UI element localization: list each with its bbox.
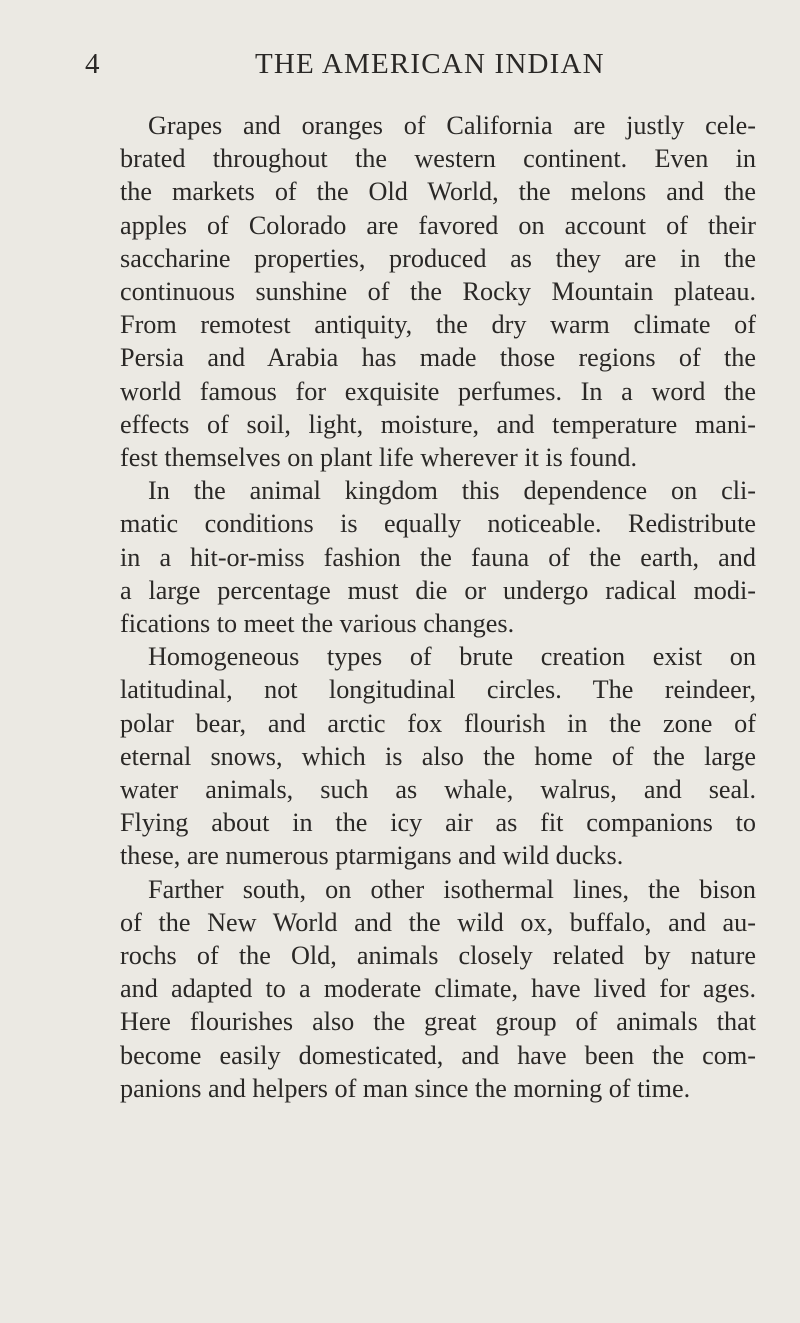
text-line: the markets of the Old World, the melons and the xyxy=(120,177,756,207)
text-line: brated throughout the western continent. Even in xyxy=(120,144,756,174)
running-title: THE AMERICAN INDIAN xyxy=(255,48,605,80)
paragraph-3 xyxy=(120,640,756,872)
text-line: in a hit-or-miss fashion the fauna of the earth, and xyxy=(120,542,756,572)
text-line: polar bear, and arctic fox flourish in the zone of xyxy=(120,708,756,738)
text-line: rochs of the Old, animals closely related by nature xyxy=(120,941,756,971)
text-line: continuous sunshine of the Rocky Mountain plateau. xyxy=(120,277,756,307)
text-line: panions and helpers of man since the morning of time. xyxy=(120,1073,691,1103)
text-line: saccharine properties, produced as they are in the xyxy=(120,243,756,273)
text-line: of the New World and the wild ox, buffalo, and au- xyxy=(120,907,756,937)
text-line: and adapted to a moderate climate, have lived for ages. xyxy=(120,974,756,1004)
paragraph-1 xyxy=(120,109,756,474)
paragraph-4 xyxy=(120,873,756,1105)
text-line: fications to meet the various changes. xyxy=(120,609,515,639)
text-line: Flying about in the icy air as fit companions to xyxy=(120,808,756,838)
paragraph-2 xyxy=(120,474,756,640)
body-text xyxy=(120,109,756,1105)
text-line: apples of Colorado are favored on account of their xyxy=(120,210,756,240)
running-head xyxy=(85,44,665,84)
text-line: Persia and Arabia has made those regions of the xyxy=(120,343,756,373)
text-line: latitudinal, not longitudinal circles. The reindeer, xyxy=(120,675,756,705)
text-line: Homogeneous types of brute creation exist on xyxy=(148,642,756,672)
text-line: these, are numerous ptarmigans and wild ducks. xyxy=(120,841,624,871)
text-line: eternal snows, which is also the home of the large xyxy=(120,741,756,771)
text-line: a large percentage must die or undergo radical modi- xyxy=(120,575,756,605)
text-line: matic conditions is equally noticeable. Redistribute xyxy=(120,509,756,539)
text-line: become easily domesticated, and have been the com- xyxy=(120,1040,756,1070)
page-number: 4 xyxy=(85,48,100,80)
text-line: From remotest antiquity, the dry warm climate of xyxy=(120,310,756,340)
text-line: world famous for exquisite perfumes. In a word the xyxy=(120,376,756,406)
text-line: Here flourishes also the great group of animals that xyxy=(120,1007,756,1037)
text-line: effects of soil, light, moisture, and temperature mani- xyxy=(120,409,756,439)
text-line: fest themselves on plant life wherever it is found. xyxy=(120,443,638,473)
text-line: water animals, such as whale, walrus, and seal. xyxy=(120,775,756,805)
text-line: In the animal kingdom this dependence on cli- xyxy=(148,476,756,506)
text-line: Grapes and oranges of California are justly cele- xyxy=(148,111,756,140)
text-line: Farther south, on other isothermal lines, the bison xyxy=(148,874,756,904)
